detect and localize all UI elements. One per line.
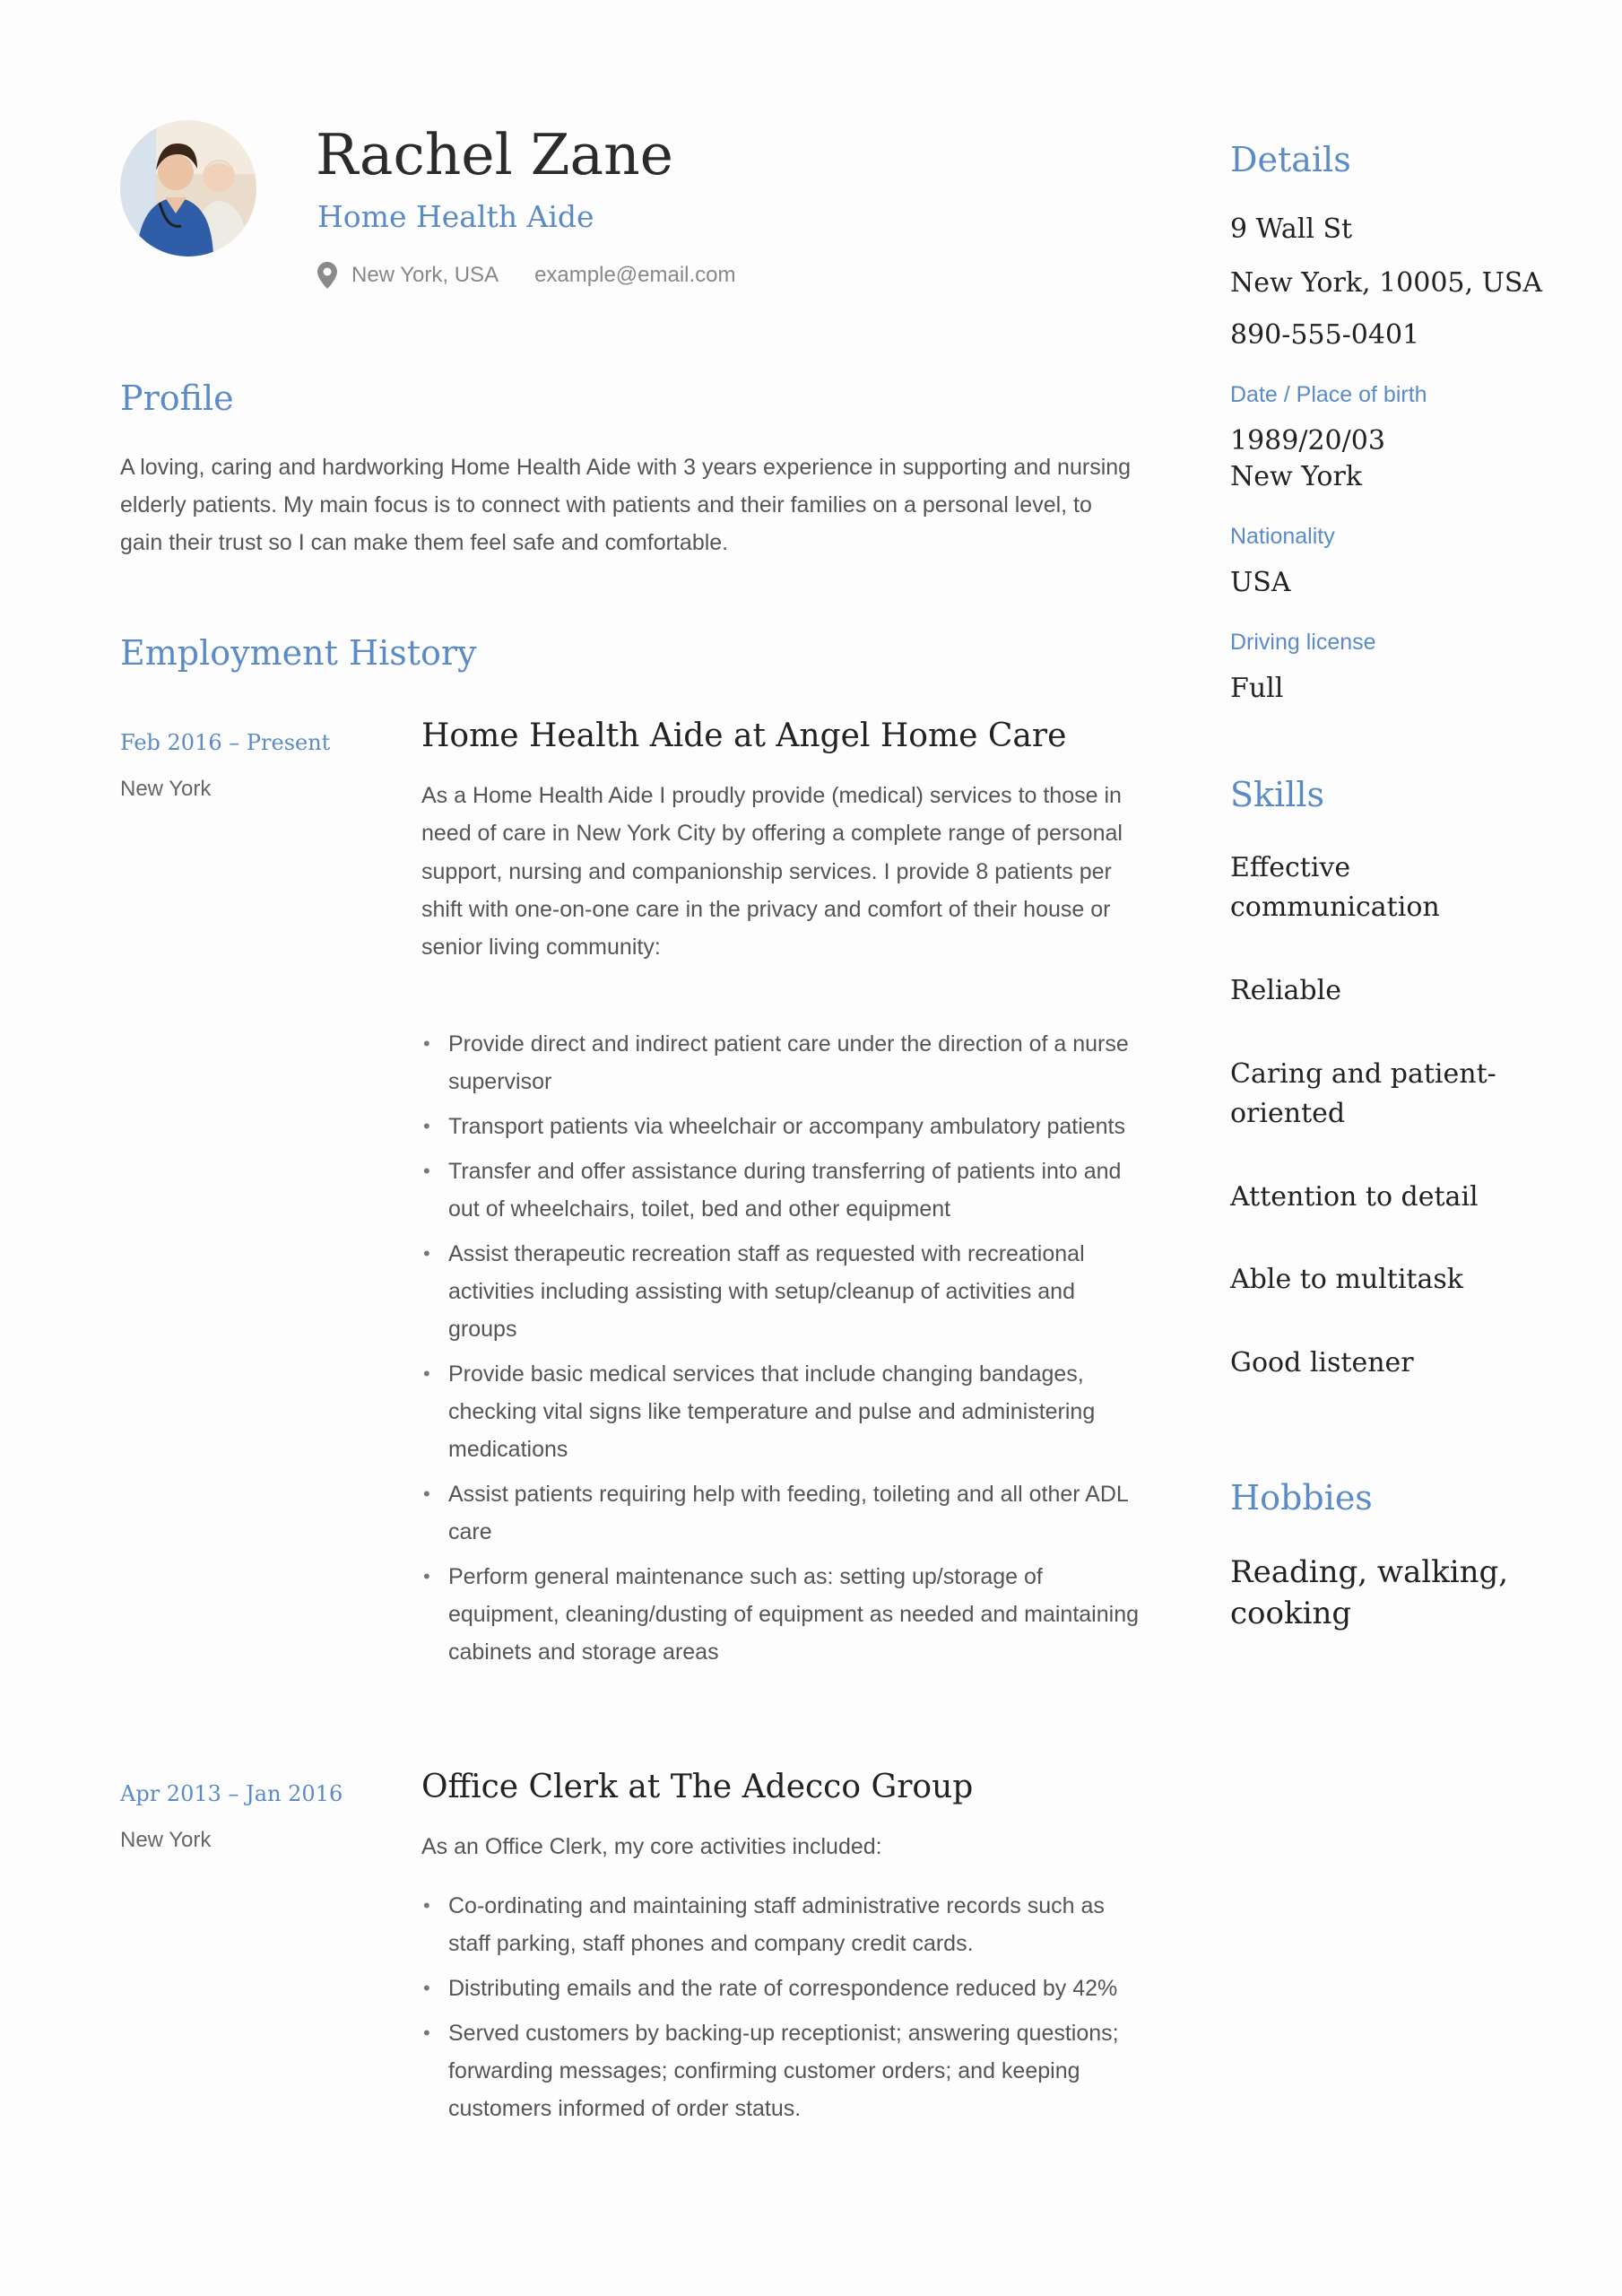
job-1-bullet-list [421, 1025, 1139, 1678]
dob-place: New York [1230, 461, 1362, 492]
map-pin-icon [317, 262, 337, 289]
list-item: • Served customers by backing-up receptionist; answering questions; forwarding messages; confirming customer orders; and keeping customers informed of order status. [421, 2014, 1139, 2127]
skill-item: Good listener [1230, 1347, 1414, 1378]
skills-heading: Skills [1230, 775, 1325, 814]
skill-item: Effective communication [1230, 852, 1440, 923]
skill-item: Reliable [1230, 975, 1341, 1006]
job-2-description: As an Office Clerk, my core activities included: [421, 1834, 882, 1859]
license-value: Full [1230, 673, 1284, 704]
contact-location: New York, USA [351, 263, 499, 287]
employment-heading: Employment History [120, 633, 477, 673]
candidate-name: Rachel Zane [316, 122, 673, 187]
phone-number: 890-555-0401 [1230, 319, 1420, 351]
nurse-photo-illustration [120, 120, 256, 257]
dob-label: Date / Place of birth [1230, 382, 1427, 407]
license-label: Driving license [1230, 630, 1376, 655]
list-item: • Provide direct and indirect patient care under the direction of a nurse supervisor [421, 1025, 1139, 1100]
nationality-value: USA [1230, 567, 1291, 598]
contact-email[interactable]: example@email.com [534, 263, 736, 287]
details-heading: Details [1230, 140, 1351, 179]
job-2-heading: Office Clerk at The Adecco Group [421, 1769, 974, 1805]
list-item: • Co-ordinating and maintaining staff administrative records such as staff parking, staff phones and company credit cards. [421, 1887, 1139, 1962]
list-item: • Provide basic medical services that include changing bandages, checking vital signs like temperature and pulse and administering medications [421, 1355, 1139, 1468]
profile-text: A loving, caring and hardworking Home Health Aide with 3 years experience in supporting and nursing elderly patients. My main focus is to connect with patients and their families on a personal level, to gain their trust so I can make them feel safe and comfortable. [120, 455, 1132, 555]
skill-item: Caring and patient-oriented [1230, 1058, 1496, 1129]
skill-item: Attention to detail [1230, 1181, 1479, 1213]
list-item: • Assist patients requiring help with feeding, toileting and all other ADL care [421, 1475, 1139, 1551]
skill-item: Able to multitask [1230, 1264, 1463, 1295]
job-2-city: New York [120, 1828, 212, 1852]
list-item: • Distributing emails and the rate of correspondence reduced by 42% [421, 1970, 1139, 2007]
profile-heading: Profile [120, 378, 234, 418]
job-1-description: As a Home Health Aide I proudly provide (medical) services to those in need of care in New York City by offering a complete range of personal support, nursing and companionship services. I provide 8 patients per shift with one-on-one care in the privacy and comfort of their house or senior living community: [421, 783, 1123, 961]
contact-row [317, 262, 736, 289]
list-item: • Assist therapeutic recreation staff as requested with recreational activities including assisting with setup/cleanup of activities and groups [421, 1235, 1139, 1348]
hobbies-heading: Hobbies [1230, 1478, 1373, 1518]
job-2-bullet-list [421, 1887, 1139, 2135]
job-1-city: New York [120, 777, 212, 801]
dob-date: 1989/20/03 [1230, 425, 1385, 457]
candidate-title: Home Health Aide [317, 199, 594, 234]
nationality-label: Nationality [1230, 524, 1335, 549]
list-item: • Transfer and offer assistance during transferring of patients into and out of wheelchairs, toilet, bed and other equipment [421, 1152, 1139, 1228]
hobbies-text: Reading, walking, cooking [1230, 1554, 1509, 1631]
job-1-dates: Feb 2016 – Present [120, 730, 331, 755]
job-1-heading: Home Health Aide at Angel Home Care [421, 718, 1067, 754]
list-item: • Transport patients via wheelchair or accompany ambulatory patients [421, 1108, 1139, 1145]
address-line-2: New York, 10005, USA [1230, 267, 1543, 299]
list-item: • Perform general maintenance such as: setting up/storage of equipment, cleaning/dusting of equipment as needed and maintaining cabinets and storage areas [421, 1558, 1139, 1671]
address-line-1: 9 Wall St [1230, 213, 1353, 245]
profile-photo [120, 120, 256, 257]
job-2-dates: Apr 2013 – Jan 2016 [120, 1781, 343, 1806]
